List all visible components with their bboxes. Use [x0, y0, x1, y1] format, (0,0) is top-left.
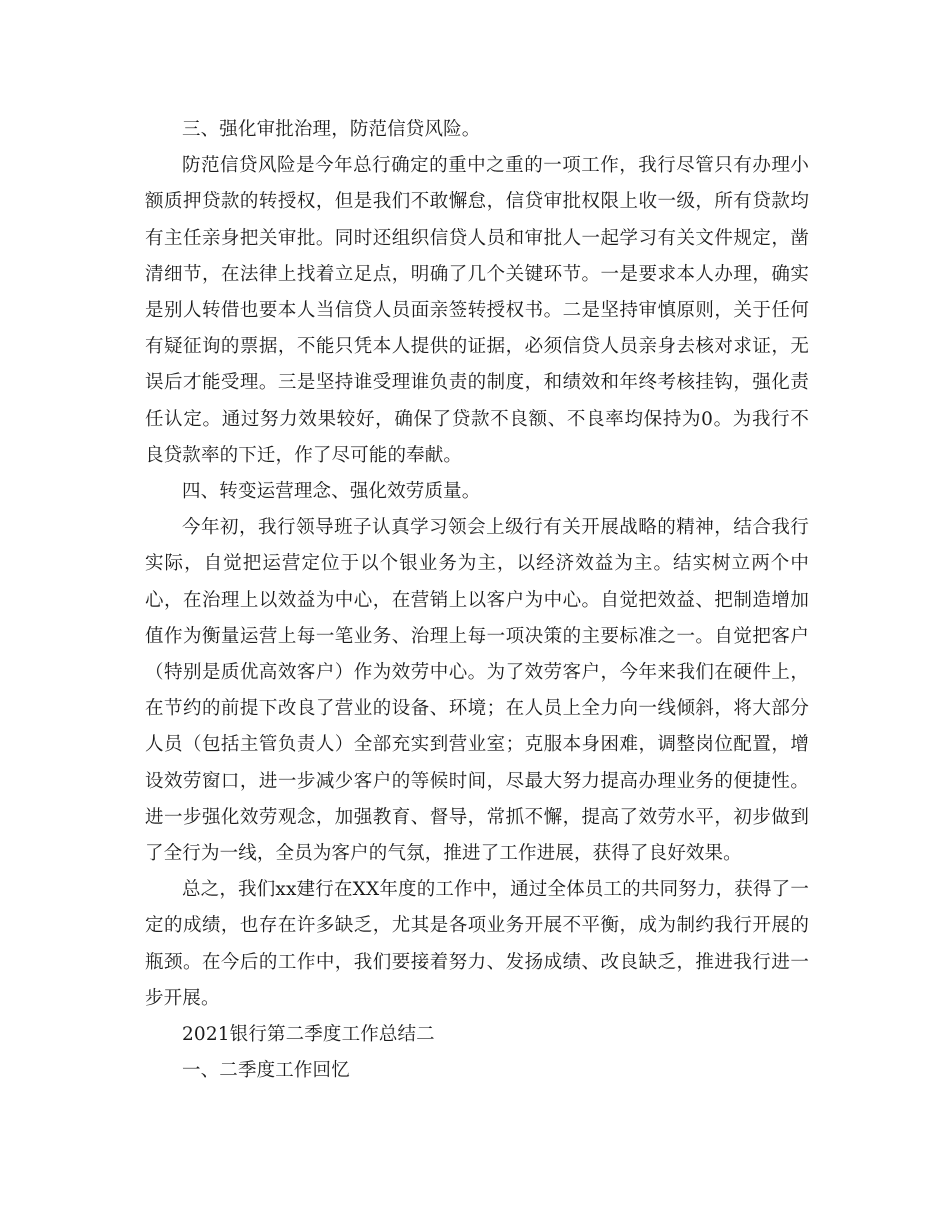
document-body [145, 112, 809, 1089]
paragraph-service-quality: 今年初，我行领导班子认真学习领会上级行有关开展战略的精神，结合我行实际，自觉把运营定位于以个银业务为主，以经济效益为主。结实树立两个中心，在治理上以效益为中心，在营销上以客户为中心。自觉把效益、把制造增加值作为衡量运营上每一笔业务、治理上每一项决策的主要标准之一。自觉把客户（特别是质优高效客户）作为效劳中心。为了效劳客户，今年来我们在硬件上，在节约的前提下改良了营业的设备、环境；在人员上全力向一线倾斜，将大部分人员（包括主管负责人）全部充实到营业室；克服本身困难，调整岗位配置，增设效劳窗口，进一步减少客户的等候时间，尽最大努力提高办理业务的便捷性。进一步强化效劳观念，加强教育、督导，常抓不懈，提高了效劳水平，初步做到了全行为一线，全员为客户的气氛，推进了工作进展，获得了良好效果。 [145, 517, 809, 865]
paragraph-credit-risk: 防范信贷风险是今年总行确定的重中之重的一项工作，我行尽管只有办理小额质押贷款的转授权，但是我们不敢懈怠，信贷审批权限上收一级，所有贷款均有主任亲身把关审批。同时还组织信贷人员和审批人一起学习有关文件规定，凿清细节，在法律上找着立足点，明确了几个关键环节。一是要求本人办理，确实是别人转借也要本人当信贷人员面亲签转授权书。二是坚持审慎原则，关于任何有疑征询的票据，不能只凭本人提供的证据，必须信贷人员亲身去核对求证，无误后才能受理。三是坚持谁受理谁负责的制度，和绩效和年终考核挂钩，强化责任认定。通过努力效果较好，确保了贷款不良额、不良率均保持为0。为我行不良贷款率的下迁，作了尽可能的奉献。 [145, 155, 809, 466]
document-subtitle: 2021银行第二季度工作总结二 [182, 1024, 435, 1046]
paragraph-conclusion: 总之，我们xx建行在XX年度的工作中，通过全体员工的共同努力，获得了一定的成绩，也存在许多缺乏，尤其是各项业务开展不平衡，成为制约我行开展的瓶颈。在今后的工作中，我们要接着努力、发扬成绩、改良缺乏，推进我行进一步开展。 [145, 879, 809, 1009]
section-heading-4: 四、转变运营理念、强化效劳质量。 [182, 481, 481, 503]
section-heading-3: 三、强化审批治理，防范信贷风险。 [182, 119, 481, 140]
section-heading-q2-review: 一、二季度工作回忆 [182, 1060, 350, 1082]
